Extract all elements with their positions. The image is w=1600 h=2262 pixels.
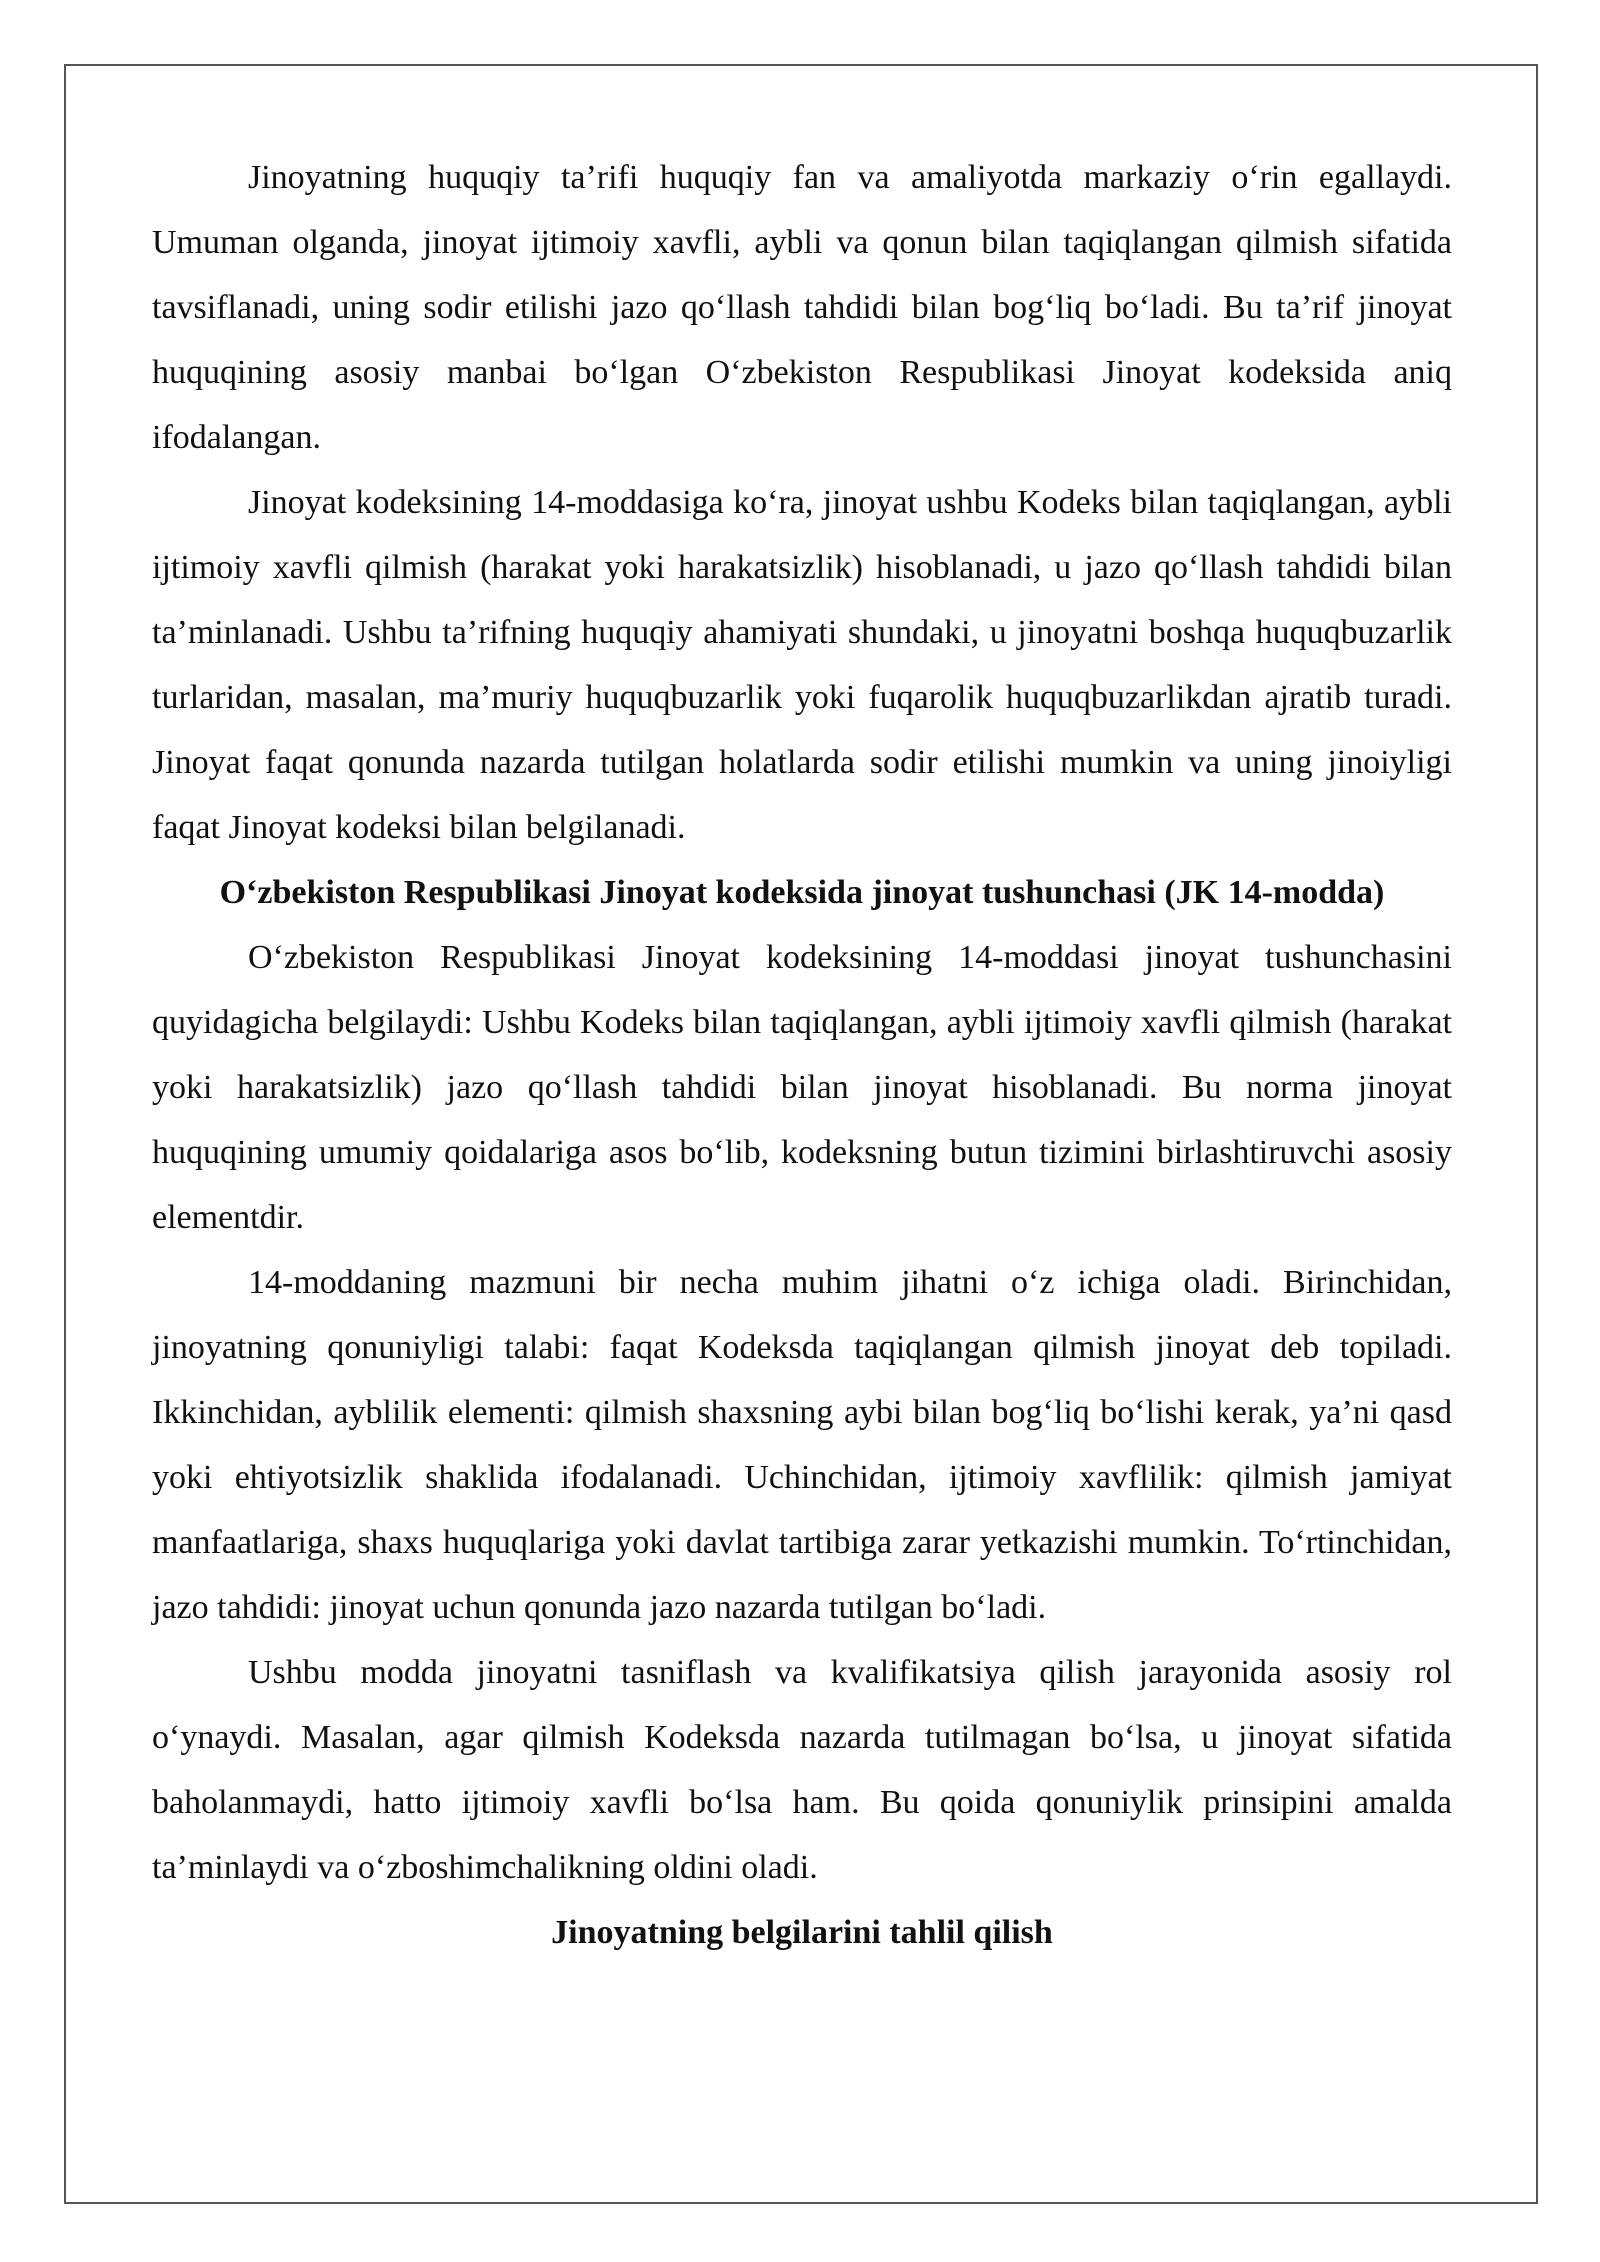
paragraph-article-14-content: 14-moddaning mazmuni bir necha muhim jihatni o‘z ichiga oladi. Birinchidan, jinoyatning qonuniyligi talabi: faqat Kodeksda taqiqlangan qilmish jinoyat deb topiladi. Ikkinchidan, ayblilik elementi: qilmish shaxsning aybi bilan bog‘liq bo‘lishi kerak, ya’ni qasd yoki ehtiyotsizlik shaklida ifodalanadi. Uchinchidan, ijtimoiy xavflilik: qilmish jamiyat manfaatlariga, shaxs huquqlariga yoki davlat tartibiga zarar yetkazishi mumkin. To‘rtinchidan, jazo tahdidi: jinoyat uchun qonunda jazo nazarda tutilgan bo‘ladi. (152, 1264, 1452, 1626)
paragraph-classification-role: Ushbu modda jinoyatni tasniflash va kvalifikatsiya qilish jarayonida asosiy rol o‘ynaydi. Masalan, agar qilmish Kodeksda nazarda tutilmagan bo‘lsa, u jinoyat sifatida baholanmaydi, hatto ijtimoiy xavfli bo‘lsa ham. Bu qoida qonuniylik prinsipini amalda ta’minlaydi va o‘zboshimchalikning oldini oladi. (152, 1654, 1452, 1886)
paragraph-article-14-definition: O‘zbekiston Respublikasi Jinoyat kodeksining 14-moddasi jinoyat tushunchasini quyidagicha belgilaydi: Ushbu Kodeks bilan taqiqlangan, aybli ijtimoiy xavfli qilmish (harakat yoki harakatsizlik) jazo qo‘llash tahdidi bilan jinoyat hisoblanadi. Bu norma jinoyat huquqining umumiy qoidalariga asos bo‘lib, kodeksning butun tizimini birlashtiruvchi asosiy elementdir. (152, 939, 1452, 1236)
paragraph-article-14: Jinoyat kodeksining 14-moddasiga ko‘ra, jinoyat ushbu Kodeks bilan taqiqlangan, aybli ijtimoiy xavfli qilmish (harakat yoki harakatsizlik) hisoblanadi, u jazo qo‘llash tahdidi bilan ta’minlanadi. Ushbu ta’rifning huquqiy ahamiyati shundaki, u jinoyatni boshqa huquqbuzarlik turlaridan, masalan, ma’muriy huquqbuzarlik yoki fuqarolik huquqbuzarlikdan ajratib turadi. Jinoyat faqat qonunda nazarda tutilgan holatlarda sodir etilishi mumkin va uning jinoiyligi faqat Jinoyat kodeksi bilan belgilanadi. (152, 484, 1452, 846)
section-heading-crime-features: Jinoyatning belgilarini tahlil qilish (551, 1914, 1053, 1951)
document-body (152, 145, 1452, 1965)
paragraph-legal-definition: Jinoyatning huquqiy ta’rifi huquqiy fan va amaliyotda markaziy o‘rin egallaydi. Umuman olganda, jinoyat ijtimoiy xavfli, aybli va qonun bilan taqiqlangan qilmish sifatida tavsiflanadi, uning sodir etilishi jazo qo‘llash tahdidi bilan bog‘liq bo‘ladi. Bu ta’rif jinoyat huquqining asosiy manbai bo‘lgan O‘zbekiston Respublikasi Jinoyat kodeksida aniq ifodalangan. (152, 159, 1452, 456)
section-heading-crime-concept: O‘zbekiston Respublikasi Jinoyat kodeksida jinoyat tushunchasi (JK 14-modda) (219, 874, 1385, 911)
